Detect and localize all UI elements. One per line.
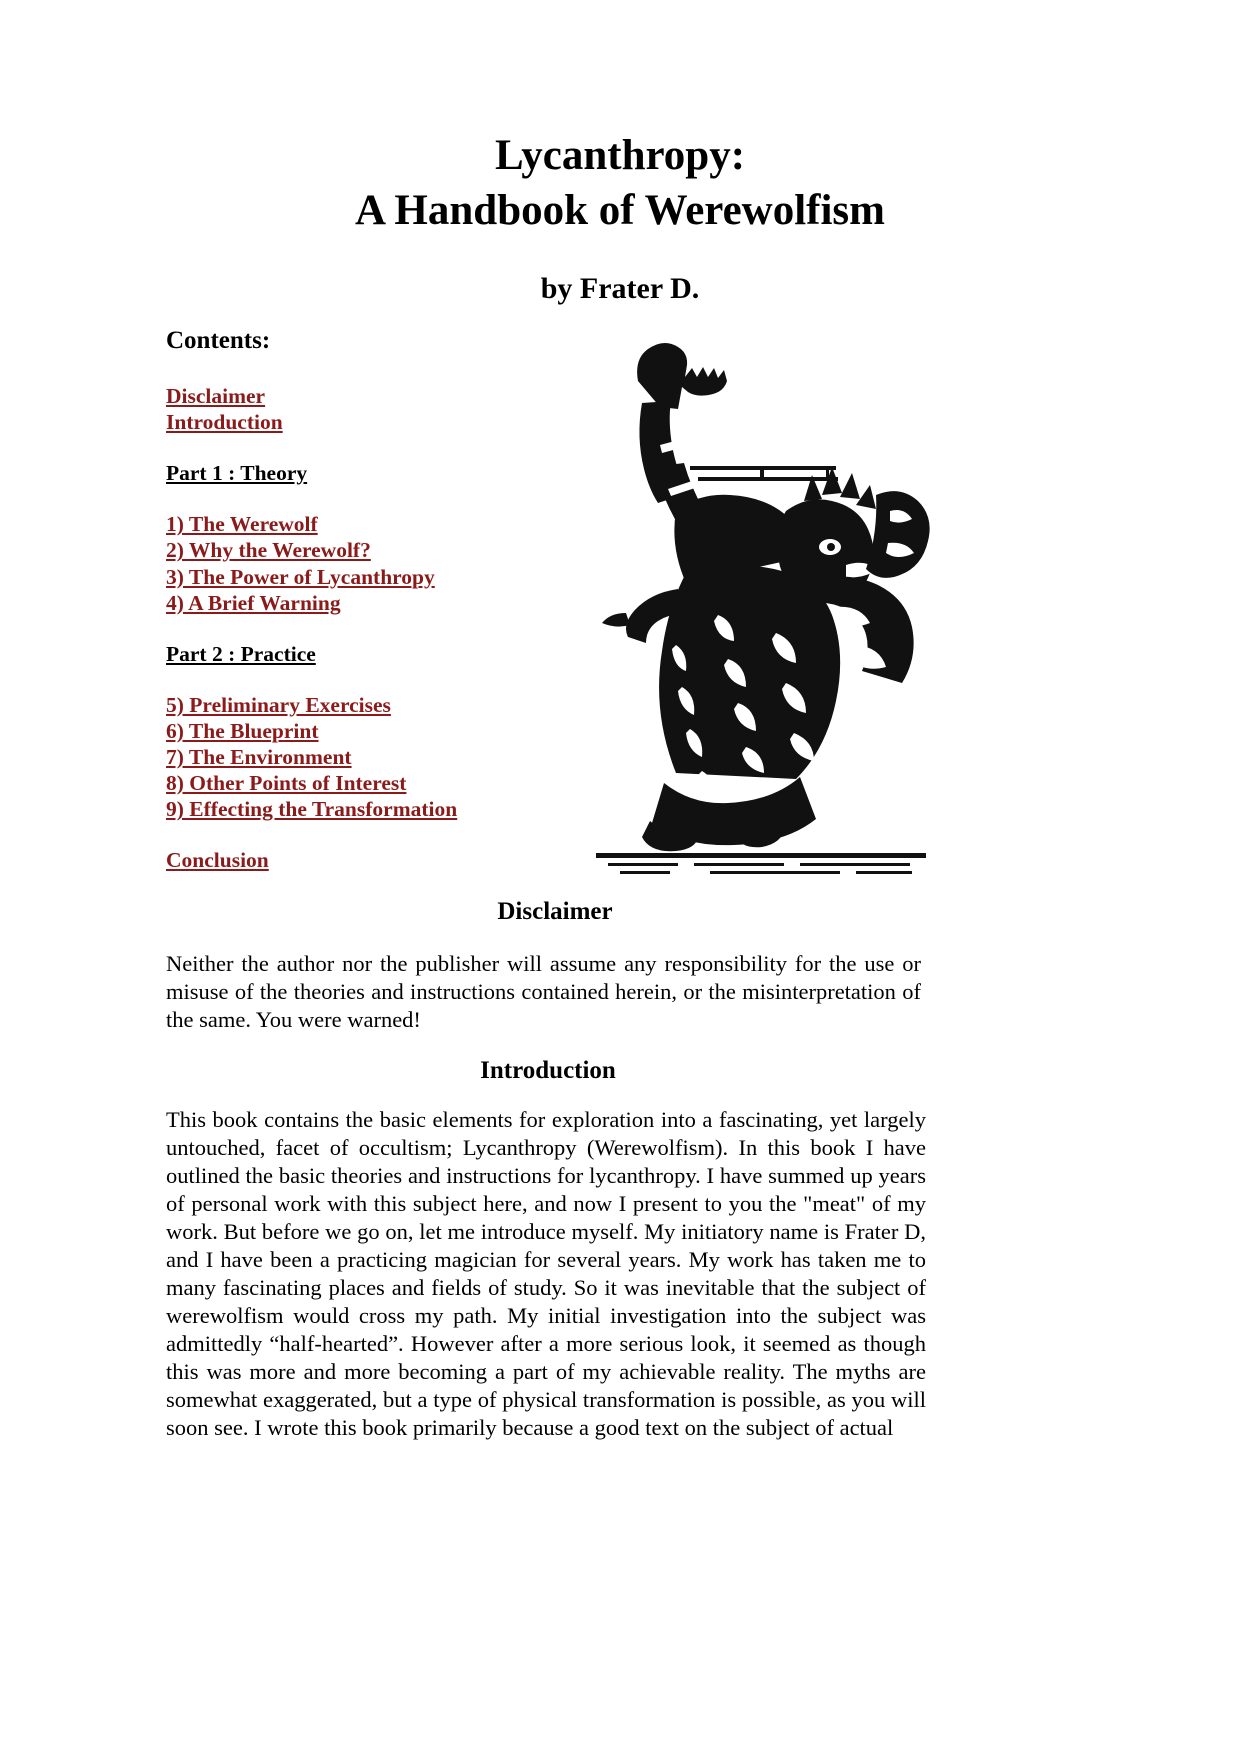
- page-title-line-1: Lycanthropy:: [494, 132, 746, 179]
- toc-spacer: [166, 822, 566, 847]
- toc-link-disclaimer[interactable]: Disclaimer: [166, 384, 266, 408]
- toc-group: [166, 511, 566, 615]
- toc-group: [166, 692, 566, 823]
- page-title-line-2: A Handbook of Werewolfism: [354, 187, 885, 235]
- disclaimer-heading: Disclaimer: [497, 898, 613, 925]
- table-of-contents: [166, 327, 566, 874]
- disclaimer-paragraph: Neither the author nor the publisher will assume any responsibility for the use or misuse of the theories and instructions contained herein, or the misinterpretation of the same. You were warned!: [166, 951, 921, 1032]
- toc-spacer: [166, 616, 566, 641]
- author-byline: by Frater D.: [540, 272, 700, 306]
- toc-link-other-points-of-interest[interactable]: 8) Other Points of Interest: [166, 771, 407, 796]
- toc-link-the-werewolf[interactable]: 1) The Werewolf: [166, 512, 318, 537]
- toc-group: [166, 641, 566, 667]
- toc-link-power-of-lycanthropy[interactable]: 3) The Power of Lycanthropy: [166, 564, 435, 589]
- toc-link-a-brief-warning[interactable]: 4) A Brief Warning: [166, 590, 341, 615]
- toc-link-conclusion[interactable]: Conclusion: [166, 848, 269, 873]
- toc-group: [166, 847, 566, 873]
- toc-group: [166, 460, 566, 486]
- title-block: [160, 128, 1080, 306]
- introduction-paragraph: This book contains the basic elements for exploration into a fascinating, yet largely untouched, facet of occultism; Lycanthropy (Werewolfism). In this book I have outlined the basic theories and instructions for lycanthropy. I have summed up years of personal work with this subject here, and now I present to you the "meat" of my work. But before we go on, let me introduce myself. My initiatory name is Frater D, and I have been a practicing magician for several years. My work has taken me to many fascinating places and fields of study. So it was inevitable that the subject of werewolfism would cross my path. My initial investigation into the subject was admittedly “half-hearted”. However after a more serious look, it seemed as though this was more and more becoming a part of my achievable reality. The myths are somewhat exaggerated, but a type of physical transformation is possible, as you will soon see. I wrote this book primarily because a good text on the subject of actual: [166, 1107, 926, 1440]
- werewolf-woodcut-icon: [590, 315, 932, 880]
- toc-link-effecting-the-transformation[interactable]: 9) Effecting the Transformation: [166, 797, 458, 822]
- toc-part-2-heading: Part 2 : Practice: [166, 641, 316, 666]
- toc-spacer: [166, 435, 566, 460]
- toc-group: [166, 383, 566, 435]
- werewolf-woodcut-illustration: [590, 315, 932, 880]
- toc-link-the-blueprint[interactable]: 6) The Blueprint: [166, 718, 319, 743]
- contents-heading: Contents:: [166, 327, 271, 354]
- introduction-heading: Introduction: [480, 1057, 616, 1084]
- toc-link-why-the-werewolf[interactable]: 2) Why the Werewolf?: [166, 538, 371, 563]
- toc-spacer: [166, 486, 566, 511]
- toc-spacer: [166, 667, 566, 692]
- toc-link-the-environment[interactable]: 7) The Environment: [166, 745, 352, 770]
- toc-link-preliminary-exercises[interactable]: 5) Preliminary Exercises: [166, 692, 391, 717]
- toc-part-1-heading: Part 1 : Theory: [166, 461, 308, 486]
- toc-link-introduction[interactable]: Introduction: [166, 410, 283, 435]
